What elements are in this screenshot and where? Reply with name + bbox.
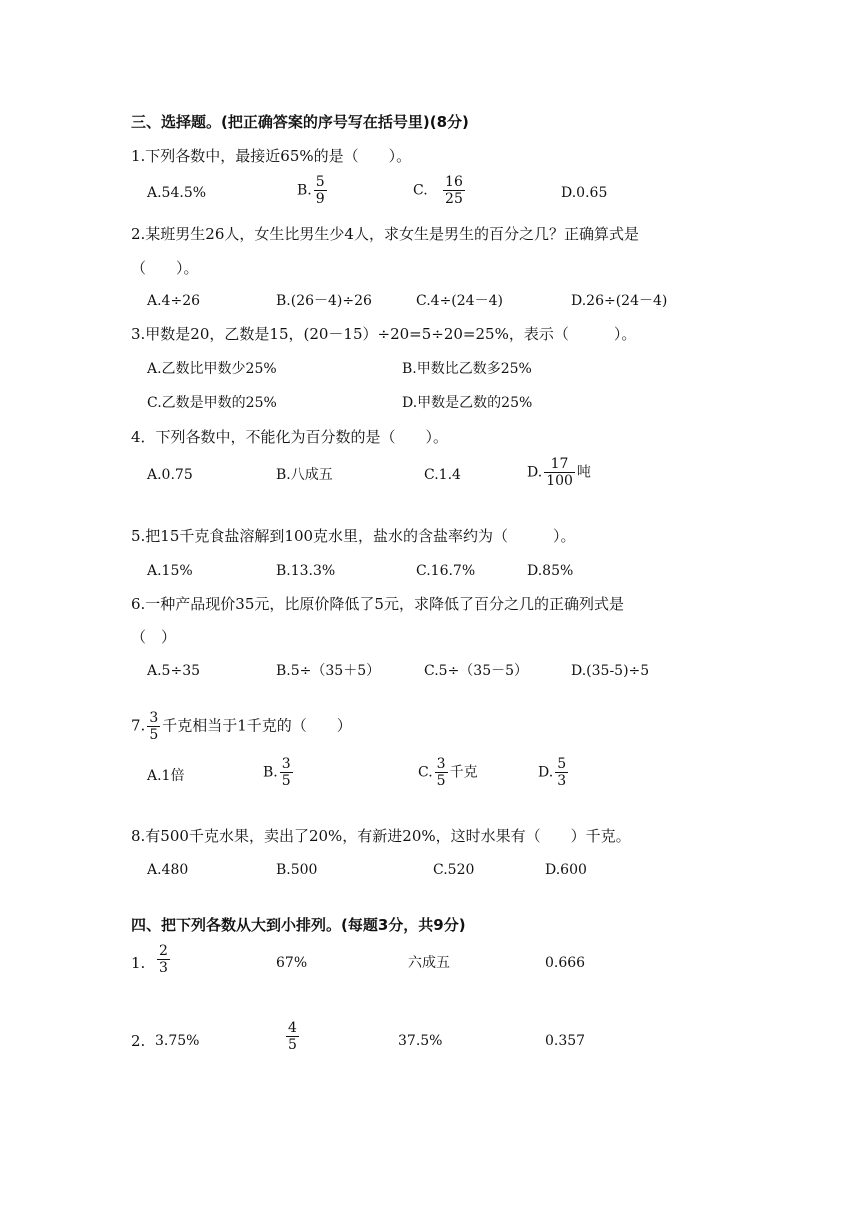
ordering-row-1-item-3: 六成五 (408, 955, 450, 971)
fraction-numerator: 2 (159, 943, 168, 959)
q1-option-c-fraction (443, 174, 465, 207)
question-7-text (131, 710, 352, 743)
question-2-text: 2.某班男生26人，女生比男生少4人，求女生是男生的百分之几？正确算式是 (131, 225, 639, 243)
q5-option-b: B.13.3% (276, 563, 336, 579)
q2-option-a: A.4÷26 (147, 293, 201, 309)
q7-option-b (263, 756, 295, 789)
section-title-choice: 三、选择题。(把正确答案的序号写在括号里)(8分) (131, 113, 469, 131)
q4-option-d-prefix: D. (527, 464, 543, 481)
fraction-denominator: 100 (546, 473, 573, 489)
fraction-denominator: 3 (159, 960, 168, 976)
q4-option-d-fraction (544, 456, 575, 489)
fraction-denominator: 9 (315, 191, 325, 207)
fraction-numerator: 3 (149, 710, 159, 726)
q7-number: 7. (131, 716, 146, 735)
q1-option-c (413, 174, 467, 207)
q8-option-a: A.480 (147, 862, 189, 878)
q7-option-b-prefix: B. (263, 764, 278, 781)
unit-label: 千克 (449, 764, 478, 781)
section-title-ordering: 四、把下列各数从大到小排列。(每题3分，共9分) (131, 916, 466, 934)
fraction-denominator: 5 (281, 773, 291, 789)
q7-option-c-prefix: C. (418, 764, 433, 781)
q8-option-d: D.600 (545, 862, 587, 878)
q1-option-b (297, 174, 329, 207)
q6-option-d: D.(35-5)÷5 (571, 663, 650, 679)
question-4-text: 4．下列各数中，不能化为百分数的是（ ）。 (131, 428, 449, 446)
q6-option-c: C.5÷（35－5） (424, 663, 529, 679)
q2-option-b: B.(26－4)÷26 (276, 293, 372, 309)
q1-option-a: A.54.5% (147, 185, 207, 201)
ordering-row-2-index: 2. (131, 1032, 146, 1050)
q5-option-a: A.15% (147, 563, 193, 579)
ordering-row-2-item-4: 0.357 (545, 1033, 586, 1049)
q7-option-c-fraction (435, 756, 448, 789)
fraction-denominator: 5 (288, 1037, 297, 1053)
ordering-row-2-item-2 (284, 1020, 301, 1053)
fraction-numerator: 3 (281, 756, 291, 772)
q3-option-d: D.甲数是乙数的25% (402, 395, 533, 411)
question-8-text: 8.有500千克水果，卖出了20%，有新进20%，这时水果有（ ）千克。 (131, 827, 631, 845)
q1-option-b-prefix: B. (297, 182, 312, 199)
ordering-row-2-item-1: 3.75% (155, 1033, 200, 1049)
fraction-numerator: 17 (544, 456, 575, 473)
fraction-numerator: 5 (557, 756, 567, 772)
fraction-denominator: 25 (445, 191, 463, 207)
q2-option-d: D.26÷(24－4) (571, 293, 668, 309)
q5-option-c: C.16.7% (416, 563, 476, 579)
ordering-row-1-index: 1. (131, 954, 146, 972)
q3-option-a: A.乙数比甲数少25% (147, 361, 277, 377)
ordering-row-2-item-3: 37.5% (398, 1033, 443, 1049)
q7-option-d-prefix: D. (538, 764, 554, 781)
ordering-fraction (286, 1020, 299, 1053)
question-3-text: 3.甲数是20，乙数是15，(20－15）÷20=5÷20=25%，表示（ ）。 (131, 325, 637, 343)
q3-option-b: B.甲数比乙数多25% (402, 361, 532, 377)
question-2-text-cont: （ ）。 (131, 259, 199, 277)
q3-option-c: C.乙数是甲数的25% (147, 395, 277, 411)
q7-option-c (418, 756, 478, 789)
question-6-text: 6.一种产品现价35元，比原价降低了5元，求降低了百分之几的正确列式是 (131, 595, 624, 613)
q5-option-d: D.85% (527, 563, 574, 579)
ordering-fraction (157, 943, 170, 976)
q6-option-b: B.5÷（35＋5） (276, 663, 381, 679)
question-6-text-cont: （ ） (131, 628, 177, 646)
q2-option-c: C.4÷(24－4) (416, 293, 503, 309)
q1-option-b-fraction (314, 174, 327, 207)
ordering-row-1-item-4: 0.666 (545, 955, 586, 971)
ordering-row-1-item-1 (155, 943, 172, 976)
q7-fraction (147, 710, 160, 743)
q7-option-b-fraction (280, 756, 293, 789)
q8-option-c: C.520 (433, 862, 475, 878)
q7-option-a: A.1倍 (147, 768, 185, 784)
fraction-numerator: 4 (288, 1020, 297, 1036)
q4-option-b: B.八成五 (276, 467, 333, 483)
q4-option-c: C.1.4 (424, 467, 461, 483)
fraction-numerator: 5 (315, 174, 325, 190)
fraction-denominator: 5 (436, 773, 446, 789)
q8-option-b: B.500 (276, 862, 318, 878)
ordering-row-1-item-2: 67% (276, 955, 308, 971)
fraction-numerator: 3 (436, 756, 446, 772)
q1-option-d: D.0.65 (561, 185, 608, 201)
fraction-denominator: 5 (149, 727, 159, 743)
unit-label: 吨 (576, 464, 591, 481)
q7-option-d (538, 756, 570, 789)
question-5-text: 5.把15千克食盐溶解到100克水里，盐水的含盐率约为（ ）。 (131, 527, 576, 545)
q4-option-a: A.0.75 (147, 467, 193, 483)
q7-option-d-fraction (555, 756, 568, 789)
q7-text: 千克相当于1千克的（ ） (162, 716, 352, 735)
fraction-numerator: 16 (445, 174, 463, 190)
fraction-denominator: 3 (557, 773, 567, 789)
q1-option-c-prefix: C. (413, 182, 428, 199)
q4-option-d (527, 456, 591, 489)
q6-option-a: A.5÷35 (147, 663, 201, 679)
question-1-text: 1.下列各数中，最接近65%的是（ ）。 (131, 147, 412, 165)
